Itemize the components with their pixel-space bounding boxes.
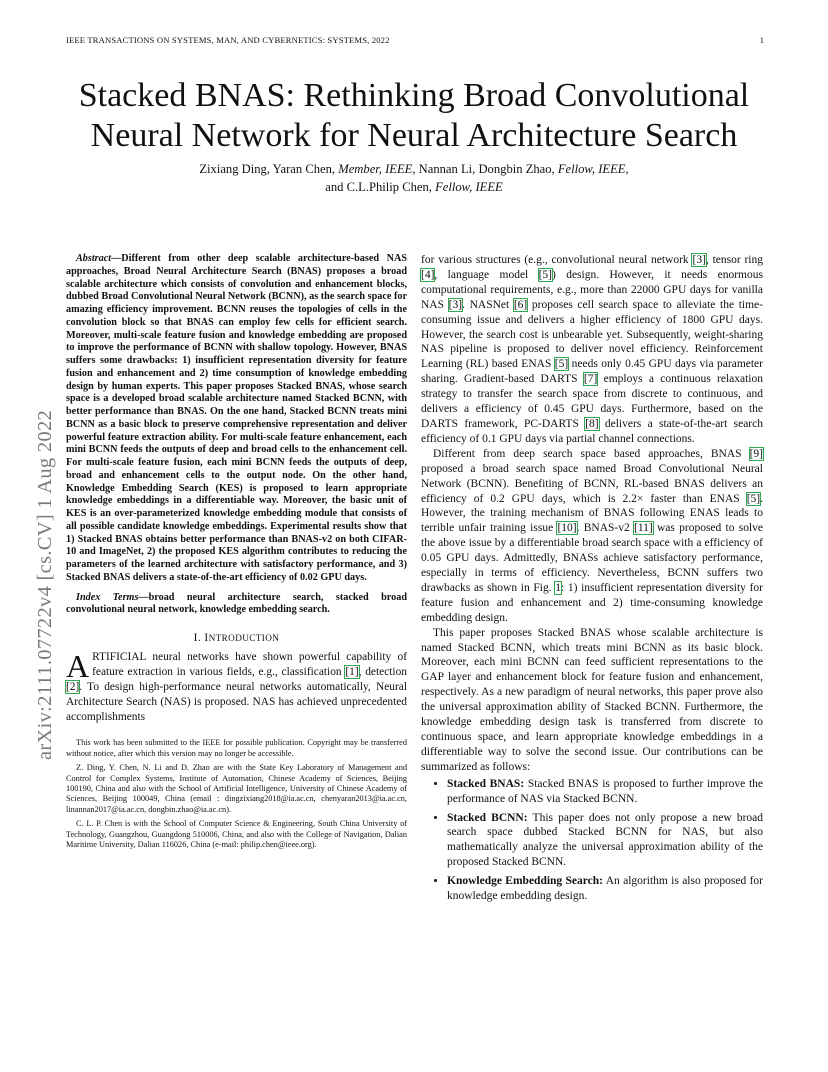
citation-link[interactable]: [8] [585,417,599,430]
citation-link[interactable]: [3] [448,298,463,311]
citation-link[interactable]: [4] [421,268,435,281]
body-text: was proposed to solve the above issue by a differentiable broad search space with a efficiency of 0.05 GPU days. Admittedly, BNASs achieve satisfactory performance, especially in terms of efficiency. Nevertheless, BCNN suffers two drawbacks as shown in Fig. [421,522,763,594]
right-column [421,253,763,908]
citation-link[interactable]: [6] [513,298,528,311]
citation-link[interactable]: [7] [583,373,598,386]
body-text: . BNAS-v2 [576,522,634,535]
abstract-label: Abstract [76,253,112,264]
intro-text: . To design high-performance neural networks automatically, Neural Architecture Search (NAS) is proposed. NAS has achieved unprecedented accomplishments [66,680,407,723]
body-text: , tensor ring [705,254,763,266]
body-paragraph-3: This paper proposes Stacked BNAS whose scalable architecture is named Stacked BCNN, which treats mini BCNN as its basic block. Moreover, each mini BCNN can feed sufficient representations to the GAP layer and enhancement block for feature fusion and enhancement, respectively. As a new paradigm of neural networks, this paper prove also the universal approximation ability of Stacked BCNN. Furthermore, the knowledge embedding design task is transferred from discrete to continuous space, and learn appropriate knowledge embeddings in a differentiable way to solve the second issue. Our contributions can be summarized as follows: [421,626,763,773]
citation-link[interactable]: [5] [554,358,569,371]
author-membership: Member, IEEE [338,162,413,176]
citation-link[interactable]: [10] [557,522,577,535]
body-text: , language model [434,268,539,281]
intro-text: RTIFICIAL neural networks have shown powerful capability of feature extraction in various fields, e.g., classification [92,650,407,678]
abstract-text: —Different from other deep scalable architecture-based NAS approaches, Broad Neural Architecture Search (BNAS) proposes a broad scalable architecture which consists of convolution and enhancement blocks, dubbed Broad Convolutional Neural Network (BCNN), as the search space for amazing efficiency improvement. BCNN reuses the topologies of cells in the convolution block so that BNAS can employ few cells for efficient search. Moreover, multi-scale feature fusion and knowledge embedding are proposed to improve the performance of BCNN with shallow topology. However, BNAS suffers some drawbacks: 1) insufficient representation diversity for feature fusion and enhancement and 2) time consumption of knowledge embedding design by human experts. This paper proposes Stacked BNAS, whose search space is a developed broad scalable architecture named Stacked BCNN, with better performance than BNAS. On the one hand, Stacked BCNN treats mini BCNN as a basic block to preserve comprehensive representation and deliver powerful feature extraction ability. For multi-scale feature enhancement, each mini BCNN feeds the outputs of deep and broad cells to the enhancement cell. For multi-scale feature fusion, each mini BCNN feeds the outputs of deep, broad and enhancement cells to the output node. On the other hand, Knowledge Embedding Search (KES) is proposed to learn appropriate knowledge embeddings in a differentiable way. Moreover, the basic unit of KES is an over-parameterized knowledge embedding module that consists of all possible candidate knowledge embeddings. Experimental results show that 1) Stacked BNAS obtains better performance than BNAS-v2 on both CIFAR-10 and ImageNet, 2) the proposed KES algorithm contributes to reducing the parameters of the learned architecture with satisfactory performance, and 3) Stacked BNAS delivers a state-of-the-art efficiency of 0.02 GPU days. [66,253,407,583]
running-head: IEEE TRANSACTIONS ON SYSTEMS, MAN, AND CYBERNETICS: SYSTEMS, 2022 [66,35,390,45]
list-item-text: An algorithm is also proposed for knowledge embedding design. [447,875,763,903]
citation-link[interactable]: [3] [692,254,706,266]
author-membership: Fellow, IEEE [557,162,626,176]
body-text: Different from deep search space based approaches, BNAS [433,447,750,460]
left-column [66,253,407,855]
citation-link[interactable]: [1] [345,665,359,678]
footnotes [66,738,407,850]
body-text: : 1) insufficient representation diversity for feature fusion and enhancement and 2) time-consuming knowledge embedding design. [421,581,763,624]
footnote-submission: This work has been submitted to the IEEE for possible publication. Copyright may be transferred without notice, after which this version may no longer be accessible. [66,738,407,758]
author-text: and C.L.Philip Chen, [325,180,436,194]
list-item [447,874,763,904]
citation-link[interactable]: [2] [66,680,80,693]
body-paragraph-1 [421,253,763,447]
section-numeral: I. [193,632,205,644]
section-heading-introduction [66,631,407,646]
list-item-label: Knowledge Embedding Search: [447,875,603,888]
body-text: ) design. However, it needs enormous computational requirements, e.g., more than 22000 GPU days for vanilla NAS [421,268,763,311]
citation-link[interactable]: [9] [749,447,763,460]
paper-title: Stacked BNAS: Rethinking Broad Convolutional Neural Network for Neural Architecture Search [78,77,750,154]
citation-link[interactable]: [5] [538,268,553,281]
contributions-list [421,777,763,904]
author-line-1 [60,160,768,178]
body-text: proposes cell search space to alleviate the time-consuming issue and delivers a higher efficiency of 1800 GPU days. However, the search cost is unbearable yet. Subsequently, weight-sharing NAS pipeline is proposed to deliver novel efficiency. Reinforcement Learning (RL) based ENAS [421,298,763,371]
index-terms [66,592,407,618]
body-text: . However, the training mechanism of BNAS following ENAS leads to terrible unfair training issue [421,492,763,535]
author-membership: Fellow, IEEE [435,180,503,194]
body-text: for various structures (e.g., convolutional neural network [421,254,693,266]
list-item-text: This paper does not only propose a new broad search space dubbed Stacked BCNN for NAS, but also mathematically analyze the universal approximation ability of the proposed Stacked BCNN. [447,811,764,869]
author-list [60,160,768,196]
page-number: 1 [759,35,764,45]
list-item-text: Stacked BNAS is proposed to further improve the performance of NAS via Stacked BCNN. [447,777,764,805]
list-item [447,811,763,871]
arxiv-stamp: arXiv:2111.07722v4 [cs.CV] 1 Aug 2022 [34,409,56,760]
list-item [447,777,763,807]
author-line-2 [60,178,768,196]
drop-cap: A [66,647,90,684]
citation-link[interactable]: [11] [634,522,653,535]
figure-link[interactable]: 1 [555,581,561,594]
author-text: , Nannan Li, Dongbin Zhao, [412,162,558,176]
index-terms-label: Index Terms [76,591,139,603]
body-text: employs a continuous relaxation strategy to transfer the search space from discrete to continuous, and delivers a efficiency of 0.45 GPU days. Furthermore, based on the DARTS framework, PC-DARTS [421,373,763,430]
footnote-affiliation-1: Z. Ding, Y. Chen, N. Li and D. Zhao are with the State Key Laboratory of Management and Control for Complex Systems, Institute of Automation, Chinese Academy of Sciences, Beijing 100190, China and also with the School of Artificial Intelligence, University of Chinese Academy of Sciences, Beijing 100049, China (email : dingzixiang2018@ia.ac.cn, chenyaran2013@ia.ac.cn, linannan2017@ia.ac.cn, dongbin.zhao@ia.ac.cn). [66,763,407,814]
list-item-label: Stacked BCNN: [447,811,528,824]
abstract [66,253,407,585]
section-title-first: I [204,632,209,644]
index-terms-text: —broad neural architecture search, stacked broad convolutional neural network, knowledge embedding search. [66,591,407,616]
body-text: delivers a state-of-the-art search efficiency of 0.1 GPU days via partial channel connections. [421,417,763,445]
intro-text: , detection [358,665,407,678]
section-title-rest: NTRODUCTION [208,633,280,643]
author-text: Zixiang Ding, Yaran Chen, [199,162,339,176]
body-text: proposed a broad search space named Broad Convolutional Neural Network (BCNN). Benefiting of BCNN, RL-based BNAS delivers an efficiency of 0.2 GPU days, which is 2.2× faster than ENAS [421,462,763,505]
body-text: needs only 0.45 GPU days via parameter sharing. Gradient-based DARTS [421,358,763,386]
body-paragraph-2 [421,447,763,626]
footnote-affiliation-2: C. L. P. Chen is with the School of Computer Science & Engineering, South China University of Technology, Guangzhou, Guangdong 510006, China, and also with the College of Navigation, Dalian Maritime University, Dalian 116026, China (e-mail: philip.chen@ieee.org). [66,819,407,850]
body-text: . NASNet [462,298,514,311]
citation-link[interactable]: [5] [746,492,761,505]
list-item-label: Stacked BNAS: [447,777,525,790]
intro-paragraph [66,647,407,725]
author-text: , [625,162,629,176]
